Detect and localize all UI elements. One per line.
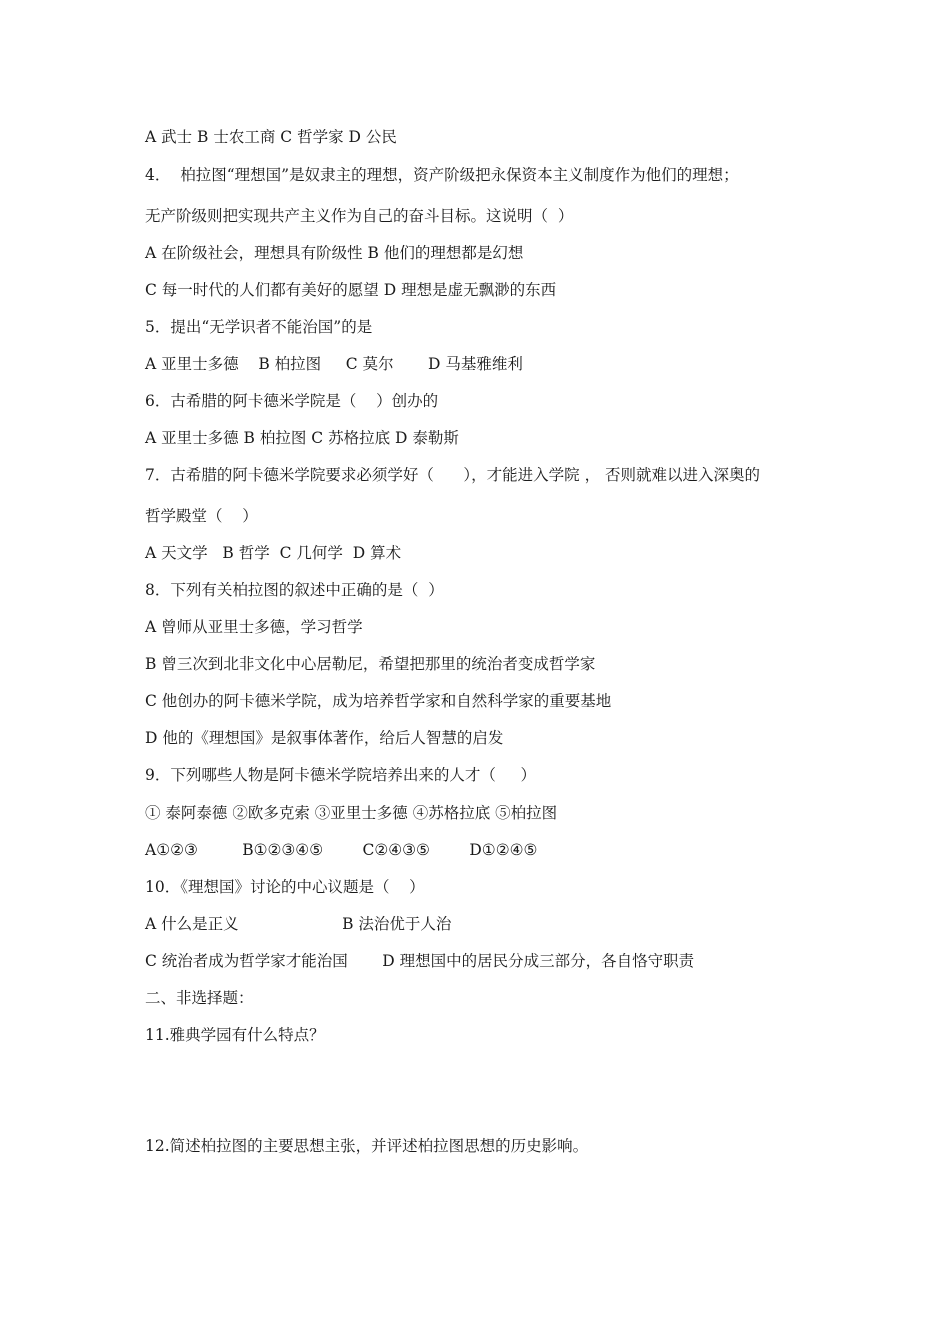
q9-options: A①②③ B①②③④⑤ C②④③⑤ D①②④⑤: [145, 841, 538, 859]
q5-options: A 亚里士多德 B 柏拉图 C 莫尔 D 马基雅维利: [145, 355, 523, 373]
q8-stem: 8．下列有关柏拉图的叙述中正确的是（ ）: [145, 581, 444, 599]
q4-stem-line2: 无产阶级则把实现共产主义作为自己的奋斗目标。这说明（ ）: [145, 207, 574, 225]
q6-stem: 6．古希腊的阿卡德米学院是（ ）创办的: [145, 392, 439, 410]
q5-stem: 5．提出“无学识者不能治国”的是: [145, 318, 373, 336]
q9-stem: 9．下列哪些人物是阿卡德米学院培养出来的人才（ ）: [145, 766, 536, 784]
q8-option-c: C 他创办的阿卡德米学院，成为培养哲学家和自然科学家的重要基地: [145, 692, 612, 710]
q10-stem: 10．《理想国》讨论的中心议题是（ ）: [145, 878, 425, 896]
q4-options-cd: C 每一时代的人们都有美好的愿望 D 理想是虚无飘渺的东西: [145, 281, 557, 299]
q7-options: A 天文学 B 哲学 C 几何学 D 算术: [145, 544, 402, 562]
q6-options: A 亚里士多德 B 柏拉图 C 苏格拉底 D 泰勒斯: [145, 429, 459, 447]
q11-stem: 11.雅典学园有什么特点？: [145, 1026, 325, 1044]
q7-stem-line1: 7．古希腊的阿卡德米学院要求必须学好（ ），才能进入学院 ， 否则就难以进入深奥的: [145, 466, 761, 484]
section-heading: 二、非选择题：: [145, 989, 254, 1007]
q8-option-b: B 曾三次到北非文化中心居勒尼，希望把那里的统治者变成哲学家: [145, 655, 596, 673]
q3-options: A 武士 B 士农工商 C 哲学家 D 公民: [145, 128, 397, 146]
q7-stem-line2: 哲学殿堂（ ）: [145, 507, 258, 525]
q10-options-cd: C 统治者成为哲学家才能治国 D 理想国中的居民分成三部分，各自恪守职责: [145, 952, 695, 970]
q4-options-ab: A 在阶级社会，理想具有阶级性 B 他们的理想都是幻想: [145, 244, 524, 262]
q8-option-d: D 他的《理想国》是叙事体著作，给后人智慧的启发: [145, 729, 504, 747]
q8-option-a: A 曾师从亚里士多德，学习哲学: [145, 618, 363, 636]
q12-stem: 12.简述柏拉图的主要思想主张，并评述柏拉图思想的历史影响。: [145, 1137, 589, 1155]
q4-stem-line1: 4． 柏拉图“理想国”是奴隶主的理想，资产阶级把永保资本主义制度作为他们的理想；: [145, 166, 739, 184]
q9-items: ① 泰阿泰德 ②欧多克索 ③亚里士多德 ④苏格拉底 ⑤柏拉图: [145, 804, 558, 822]
q10-options-ab: A 什么是正义 B 法治优于人治: [145, 915, 452, 933]
